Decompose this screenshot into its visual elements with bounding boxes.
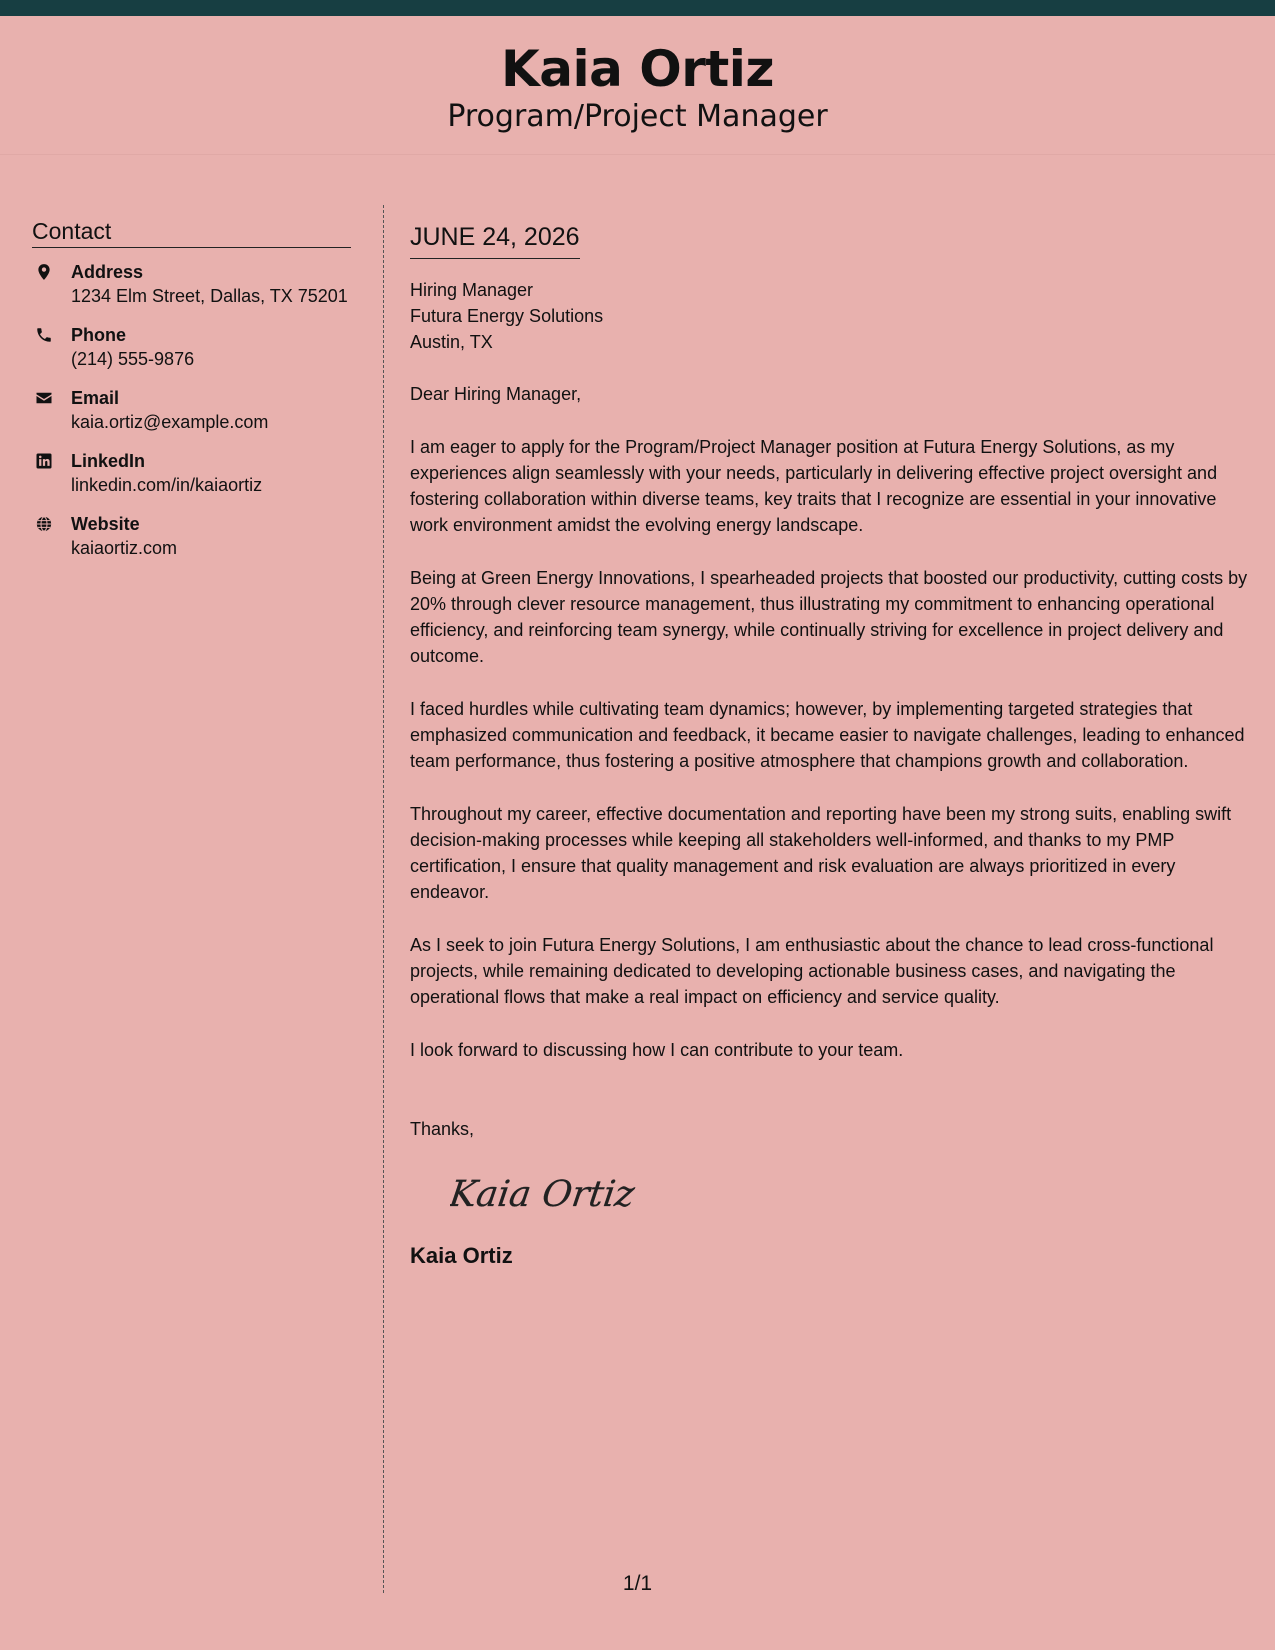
signature-text: Kaia Ortiz — [450, 1172, 638, 1215]
paragraph-2: Being at Green Energy Innovations, I spearheaded projects that boosted our productivity, cutting costs by 20% through clever resource management, thus illustrating my commitment to enhancing operational efficiency, and reinforcing team synergy, while continually striving for excellence in project delivery and outcome. — [410, 568, 1248, 666]
paragraph-1: I am eager to apply for the Program/Project Manager position at Futura Energy Solutions, as my experiences align seamlessly with your needs, particularly in delivering effective project oversight and fostering collaboration within diverse teams, key traits that I recognize are essential in your innovative work environment amidst the evolving energy landscape. — [410, 437, 1218, 535]
contact-phone-value: (214) 555-9876 — [71, 349, 195, 370]
letter-date: JUNE 24, 2026 — [410, 222, 580, 259]
applicant-role: Program/Project Manager — [447, 99, 828, 134]
top-accent-bar — [0, 0, 1275, 16]
contact-heading: Contact — [32, 218, 351, 248]
contact-email-label: Email — [71, 388, 120, 409]
paragraph-4: Throughout my career, effective documentation and reporting have been my strong suits, enabling swift decision-making processes while keeping all stakeholders well-informed, and thanks to my PMP certification, I ensure that quality management and risk evaluation are always prioritized in every endeavor. — [410, 804, 1232, 902]
letter-body — [410, 222, 1250, 1269]
recipient-title: Hiring Manager — [410, 280, 534, 300]
contact-linkedin-label: LinkedIn — [71, 451, 146, 472]
applicant-name: Kaia Ortiz — [500, 40, 775, 98]
contact-sidebar — [32, 218, 351, 560]
contact-address-label: Address — [71, 262, 144, 283]
contact-website — [32, 512, 351, 560]
contact-website-label: Website — [71, 514, 140, 535]
closing-line: Thanks, — [410, 1119, 475, 1139]
recipient-block — [410, 277, 1250, 355]
contact-address-value: 1234 Elm Street, Dallas, TX 75201 — [71, 286, 348, 307]
globe-icon — [35, 515, 53, 533]
page-header — [0, 16, 1275, 155]
envelope-icon — [35, 389, 53, 407]
location-pin-icon — [35, 263, 53, 281]
salutation: Dear Hiring Manager, — [410, 384, 582, 404]
page-number: 1/1 — [622, 1572, 653, 1595]
contact-linkedin — [32, 449, 351, 497]
paragraph-3: I faced hurdles while cultivating team dynamics; however, by implementing targeted strategies that emphasized communication and feedback, it became easier to navigate challenges, leading to enhanced team performance, thus fostering a positive atmosphere that champions growth and collaboration. — [410, 699, 1245, 771]
contact-address — [32, 260, 351, 308]
recipient-company: Futura Energy Solutions — [410, 306, 604, 326]
handwritten-signature — [450, 1164, 650, 1224]
linkedin-icon — [35, 452, 53, 470]
contact-phone-label: Phone — [71, 325, 127, 346]
contact-email-value: kaia.ortiz@example.com — [71, 412, 269, 433]
contact-phone — [32, 323, 351, 371]
contact-linkedin-value: linkedin.com/in/kaiaortiz — [71, 475, 263, 496]
contact-website-value: kaiaortiz.com — [71, 538, 178, 559]
recipient-location: Austin, TX — [410, 332, 493, 352]
signer-name: Kaia Ortiz — [410, 1243, 513, 1268]
phone-icon — [35, 326, 53, 344]
paragraph-6: I look forward to discussing how I can contribute to your team. — [410, 1040, 904, 1060]
column-divider — [383, 205, 384, 1593]
paragraph-5: As I seek to join Futura Energy Solutions, I am enthusiastic about the chance to lead cross-functional projects, while remaining dedicated to developing actionable business cases, and navigating the operational flows that make a real impact on efficiency and service quality. — [410, 935, 1214, 1007]
contact-email — [32, 386, 351, 434]
